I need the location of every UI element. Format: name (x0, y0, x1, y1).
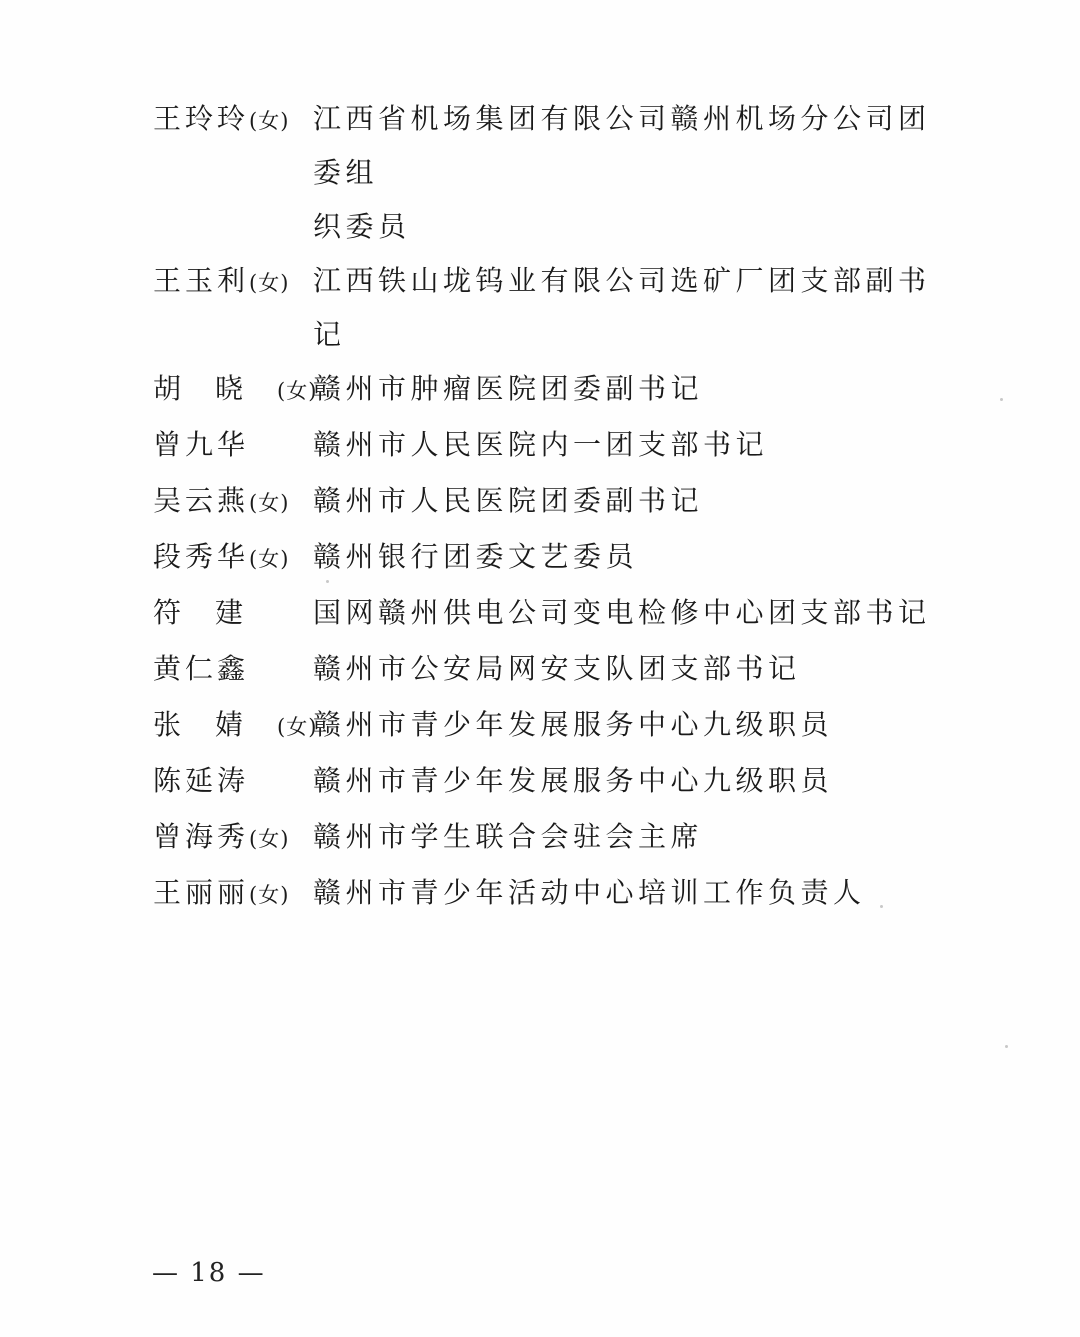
member-name: 张婧 (153, 708, 278, 741)
list-item (153, 810, 933, 866)
paper-speck (326, 580, 329, 583)
member-organization: 江西省机场集团有限公司赣州机场分公司团委组 织委员 (313, 102, 931, 243)
member-organization: 赣州市青少年发展服务中心九级职员 (313, 708, 834, 741)
gender-tag: (女) (249, 547, 290, 571)
paper-speck (880, 905, 883, 908)
list-item (153, 698, 933, 754)
gender-tag: (女) (249, 827, 290, 851)
list-item (153, 530, 933, 586)
list-item (153, 586, 933, 642)
member-name: 王玲玲 (153, 102, 250, 135)
member-organization: 赣州市青少年活动中心培训工作负责人 (313, 876, 866, 909)
member-organization: 赣州市人民医院内一团支部书记 (313, 428, 769, 461)
member-list (153, 92, 933, 922)
member-organization: 赣州市肿瘤医院团委副书记 (313, 372, 704, 405)
page-number: — 18 — (152, 1258, 266, 1288)
member-name: 王丽丽 (153, 876, 250, 909)
list-item (153, 474, 933, 530)
paper-speck (1005, 1045, 1008, 1048)
list-item (153, 362, 933, 418)
gender-tag: (女) (249, 883, 290, 907)
member-name: 符建 (153, 596, 278, 629)
member-name: 段秀华 (153, 540, 250, 573)
member-name: 黄仁鑫 (153, 652, 250, 685)
member-organization: 赣州市青少年发展服务中心九级职员 (313, 764, 834, 797)
gender-tag: (女) (277, 715, 318, 739)
member-name: 吴云燕 (153, 484, 250, 517)
list-item (153, 754, 933, 810)
member-organization: 赣州市学生联合会驻会主席 (313, 820, 704, 853)
member-organization: 江西铁山垅钨业有限公司选矿厂团支部副书记 (313, 264, 931, 351)
member-name: 胡晓 (153, 372, 278, 405)
list-item (153, 92, 933, 254)
gender-tag: (女) (249, 271, 290, 295)
gender-tag: (女) (277, 379, 318, 403)
member-name: 曾九华 (153, 428, 250, 461)
member-name: 曾海秀 (153, 820, 250, 853)
list-item (153, 254, 933, 362)
gender-tag: (女) (249, 109, 290, 133)
list-item (153, 642, 933, 698)
member-organization: 国网赣州供电公司变电检修中心团支部书记 (313, 596, 931, 629)
list-item (153, 866, 933, 922)
list-item (153, 418, 933, 474)
member-name: 陈延涛 (153, 764, 250, 797)
gender-tag: (女) (249, 491, 290, 515)
member-organization: 赣州市人民医院团委副书记 (313, 484, 704, 517)
paper-speck (1000, 398, 1003, 401)
member-name: 王玉利 (153, 264, 250, 297)
member-organization: 赣州银行团委文艺委员 (313, 540, 639, 573)
member-organization: 赣州市公安局网安支队团支部书记 (313, 652, 801, 685)
